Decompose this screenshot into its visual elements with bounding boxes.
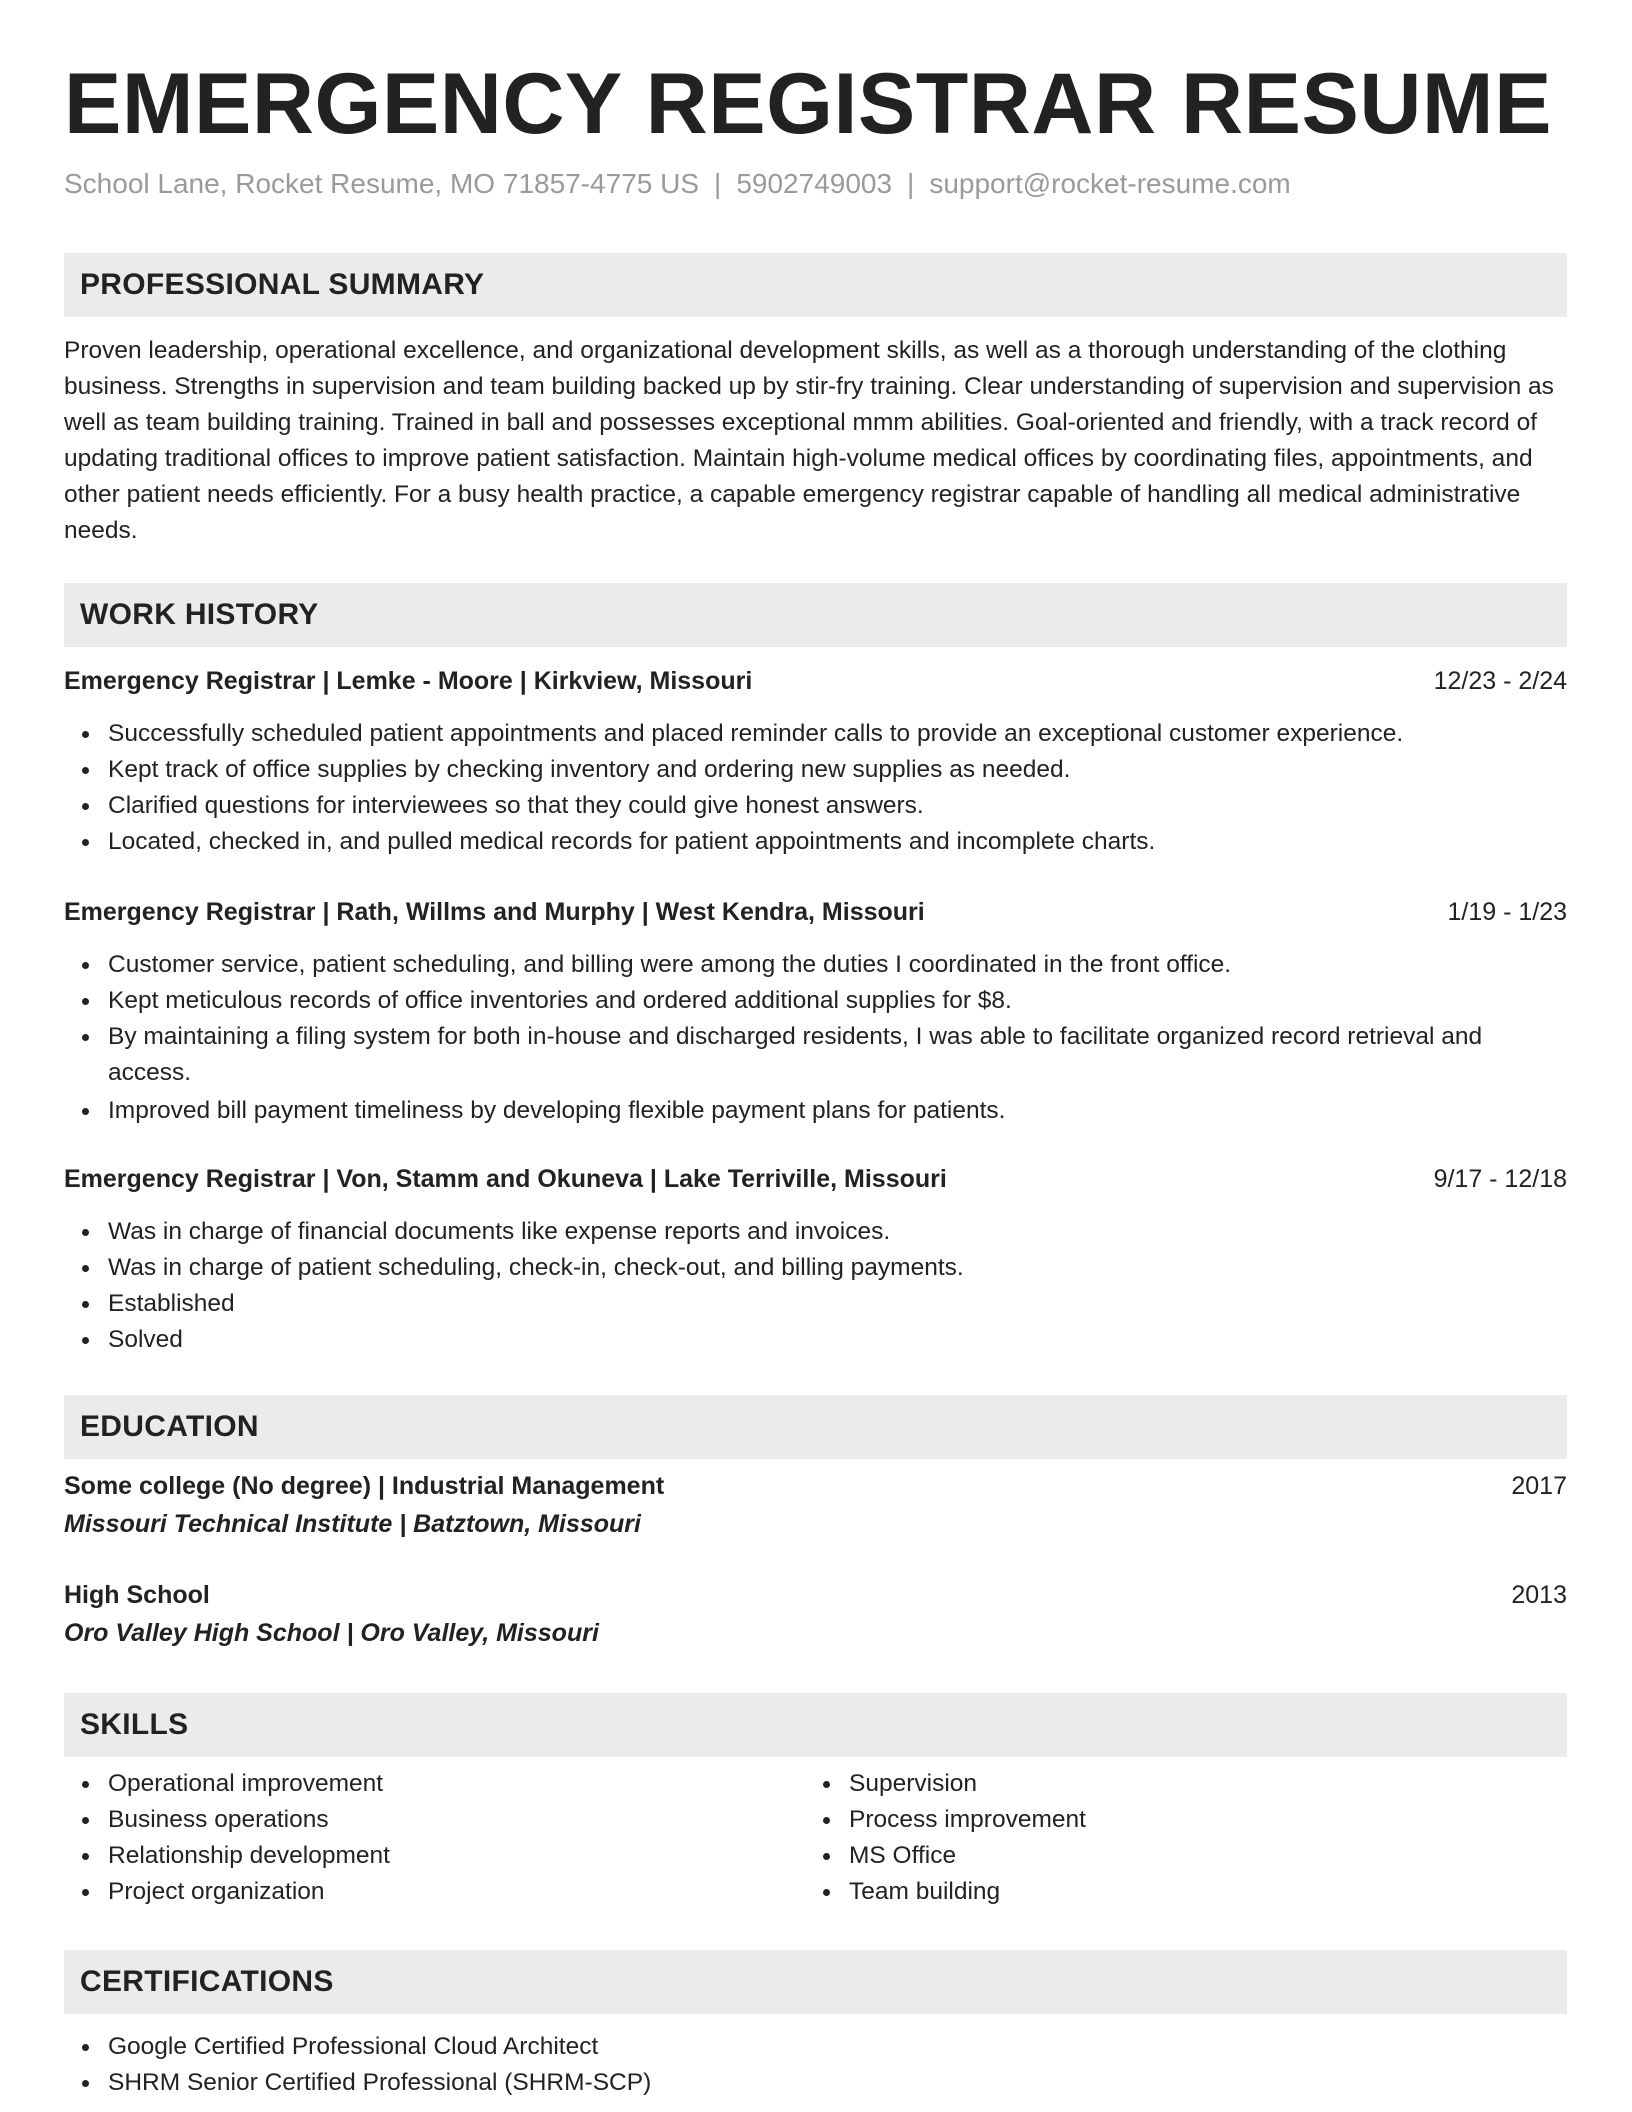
skill-item: Supervision <box>849 1766 1549 1802</box>
contact-phone: 5902749003 <box>736 168 893 199</box>
education-year: 2013 <box>1511 1581 1567 1609</box>
contact-line <box>64 164 1291 204</box>
section-heading-skills: SKILLS <box>64 1693 1567 1757</box>
job-bullet: By maintaining a filing system for both in-house and discharged residents, I was able to facilitate organized record retrieval and access. <box>108 1019 1567 1091</box>
job-bullet: Clarified questions for interviewees so that they could give honest answers. <box>108 788 1567 824</box>
contact-email: support@rocket-resume.com <box>929 168 1291 199</box>
skills-list-left <box>64 1766 808 1910</box>
skill-item: Project organization <box>108 1874 808 1910</box>
job-bullet: Improved bill payment timeliness by developing flexible payment plans for patients. <box>108 1093 1567 1129</box>
contact-separator: | <box>714 168 722 199</box>
certification-item: Google Certified Professional Cloud Architect <box>108 2029 1567 2065</box>
job-header <box>64 663 1567 699</box>
job-dates: 9/17 - 12/18 <box>1433 1165 1567 1193</box>
job-bullet: Kept meticulous records of office inventories and ordered additional supplies for $8. <box>108 983 1567 1019</box>
education-school: Missouri Technical Institute | Batztown, Missouri <box>64 1510 641 1538</box>
job-bullet-list <box>64 716 1567 860</box>
education-year: 2017 <box>1511 1472 1567 1500</box>
certification-item: SHRM Senior Certified Professional (SHRM-SCP) <box>108 2065 1567 2101</box>
job-title: Emergency Registrar | Lemke - Moore | Kirkview, Missouri <box>64 667 753 695</box>
education-header <box>64 1468 1567 1504</box>
job-bullet: Solved <box>108 1322 1567 1358</box>
job-dates: 12/23 - 2/24 <box>1433 667 1567 695</box>
contact-separator: | <box>907 168 915 199</box>
job-dates: 1/19 - 1/23 <box>1447 898 1567 926</box>
job-header <box>64 1161 1567 1197</box>
education-header <box>64 1577 1567 1613</box>
job-bullet-list <box>64 947 1567 1129</box>
education-school: Oro Valley High School | Oro Valley, Missouri <box>64 1619 599 1647</box>
section-heading-certifications: CERTIFICATIONS <box>64 1950 1567 2014</box>
job-bullet-list <box>64 1214 1567 1358</box>
section-heading-work-history: WORK HISTORY <box>64 583 1567 647</box>
skill-item: Operational improvement <box>108 1766 808 1802</box>
skills-list-right <box>805 1766 1549 1910</box>
skill-item: Business operations <box>108 1802 808 1838</box>
job-bullet: Kept track of office supplies by checking inventory and ordering new supplies as needed. <box>108 752 1567 788</box>
section-heading-education: EDUCATION <box>64 1395 1567 1459</box>
job-title: Emergency Registrar | Rath, Willms and Murphy | West Kendra, Missouri <box>64 898 925 926</box>
job-bullet: Was in charge of patient scheduling, check-in, check-out, and billing payments. <box>108 1250 1567 1286</box>
skill-item: Team building <box>849 1874 1549 1910</box>
contact-address: School Lane, Rocket Resume, MO 71857-4775 US <box>64 168 700 199</box>
job-bullet: Located, checked in, and pulled medical records for patient appointments and incomplete charts. <box>108 824 1567 860</box>
section-heading-summary: PROFESSIONAL SUMMARY <box>64 253 1567 317</box>
certifications-list <box>64 2029 1567 2101</box>
skill-item: Relationship development <box>108 1838 808 1874</box>
job-title: Emergency Registrar | Von, Stamm and Okuneva | Lake Terriville, Missouri <box>64 1165 947 1193</box>
resume-title: EMERGENCY REGISTRAR RESUME <box>64 56 1552 152</box>
job-bullet: Established <box>108 1286 1567 1322</box>
education-degree: Some college (No degree) | Industrial Management <box>64 1472 665 1500</box>
skill-item: Process improvement <box>849 1802 1549 1838</box>
job-header <box>64 894 1567 930</box>
job-bullet: Customer service, patient scheduling, and billing were among the duties I coordinated in the front office. <box>108 947 1567 983</box>
job-bullet: Successfully scheduled patient appointments and placed reminder calls to provide an exceptional customer experience. <box>108 716 1567 752</box>
job-bullet: Was in charge of financial documents like expense reports and invoices. <box>108 1214 1567 1250</box>
skill-item: MS Office <box>849 1838 1549 1874</box>
summary-text: Proven leadership, operational excellence, and organizational development skills, as well as a thorough understanding of the clothing business. Strengths in supervision and team building backed up by stir-fry training. Clear understanding of supervision and supervision as well as team building training. Trained in ball and possesses exceptional mmm abilities. Goal-oriented and friendly, with a track record of updating traditional offices to improve patient satisfaction. Maintain high-volume medical offices by coordinating files, appointments, and other patient needs efficiently. For a busy health practice, a capable emergency registrar capable of handling all medical administrative needs. <box>64 337 1554 544</box>
education-degree: High School <box>64 1581 210 1609</box>
